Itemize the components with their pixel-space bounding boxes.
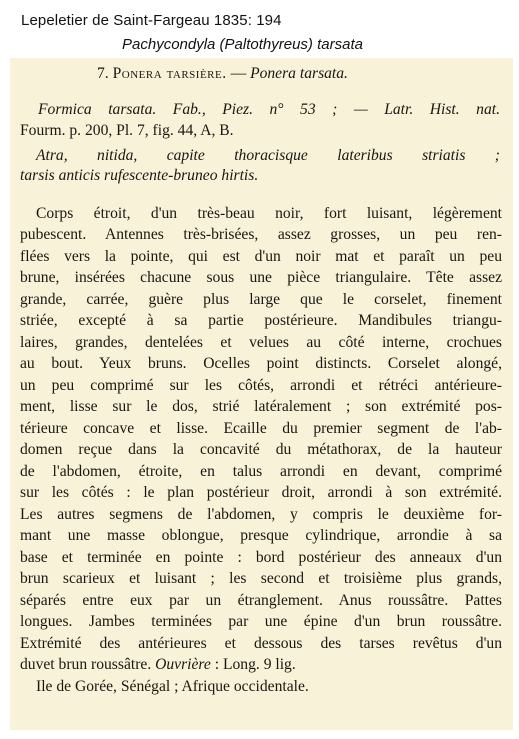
description-line: séparés entre eux par un étranglement. Anus roussâtre. Pattes — [20, 592, 502, 609]
caste-label: Ouvrière — [155, 656, 211, 673]
locality-line: Ile de Gorée, Sénégal ; Afrique occidentale. — [36, 678, 309, 695]
description-line: Corps étroit, d'un très-beau noir, fort luisant, légèrement — [36, 205, 502, 222]
description-line: brun scarieux et luisant ; les second et troisième plus grands, — [20, 570, 502, 587]
entry-dash: — — [230, 65, 247, 82]
diagnosis-line: tarsis anticis rufescente-bruneo hirtis. — [20, 167, 259, 184]
synonymy-line: Formica tarsata. Fab., Piez. n° 53 ; — Latr. Hist. nat. — [38, 101, 500, 118]
description-line: un peu comprimé sur les côtés, arrondi et rétréci antérieure- — [20, 377, 502, 394]
entry-name-french: Ponera tarsière. — [112, 65, 227, 82]
description-line: mant une masse oblongue, presque cylindrique, arrondie à sa — [20, 527, 502, 544]
description-line: domen reçue dans la concavité du métathorax, de la hauteur — [20, 441, 502, 458]
reference-citation: Lepeletier de Saint-Fargeau 1835: 194 — [21, 12, 282, 29]
description-line: sur les côtés : le plan postérieur droit, arrondi à son extrémité. — [20, 484, 502, 501]
description-line: flées vers la pointe, qui est d'un noir mat et paraît un peu — [20, 248, 502, 265]
header-band — [0, 0, 519, 60]
description-line: longues. Jambes terminées par une épine d'un brun roussâtre. — [20, 613, 502, 630]
taxon-name: Pachycondyla (Paltothyreus) tarsata — [122, 36, 363, 53]
description-line: base et terminée en pointe : bord postérieur des anneaux d'un — [20, 549, 502, 566]
description-line: ment, lisse sur le dos, strié latéralement ; son extrémité pos- — [20, 398, 502, 415]
entry-name-latin: Ponera tarsata. — [250, 65, 348, 82]
description-line: Les autres segmens de l'abdomen, y compris le deuxième for- — [20, 506, 502, 523]
description-line: pubescent. Antennes très-brisées, assez grosses, un peu ren- — [20, 226, 502, 243]
entry-title — [97, 64, 348, 84]
diagnosis-line: Atra, nitida, capite thoracisque lateribus striatis ; — [36, 147, 500, 164]
scanned-page — [10, 58, 513, 730]
description-line: laires, grandes, dentelées et velues au côté interne, crochues — [20, 334, 502, 351]
description-line: térieure concave et lisse. Ecaille du premier segment de l'ab- — [20, 420, 502, 437]
description-last-line — [20, 655, 296, 675]
description-line: au bout. Yeux bruns. Ocelles point distincts. Corselet alongé, — [20, 355, 502, 372]
synonymy-line: Fourm. p. 200, Pl. 7, fig. 44, A, B. — [20, 122, 234, 139]
description-line: de l'abdomen, étroite, en talus arrondi en devant, comprimé — [20, 463, 502, 480]
description-text: duvet brun roussâtre. — [20, 656, 152, 673]
description-line: striée, excepté à sa partie postérieure. Mandibules triangu- — [20, 312, 502, 329]
description-line: Extrémité des antérieures et dessous des tarses revêtus d'un — [20, 635, 502, 652]
entry-number: 7. — [97, 65, 109, 82]
description-line: grande, carrée, guère plus large que le corselet, finement — [20, 291, 502, 308]
description-line: brune, insérées chacune sous une pièce triangulaire. Tête assez — [20, 269, 502, 286]
length-measurement: : Long. 9 lig. — [214, 656, 296, 673]
